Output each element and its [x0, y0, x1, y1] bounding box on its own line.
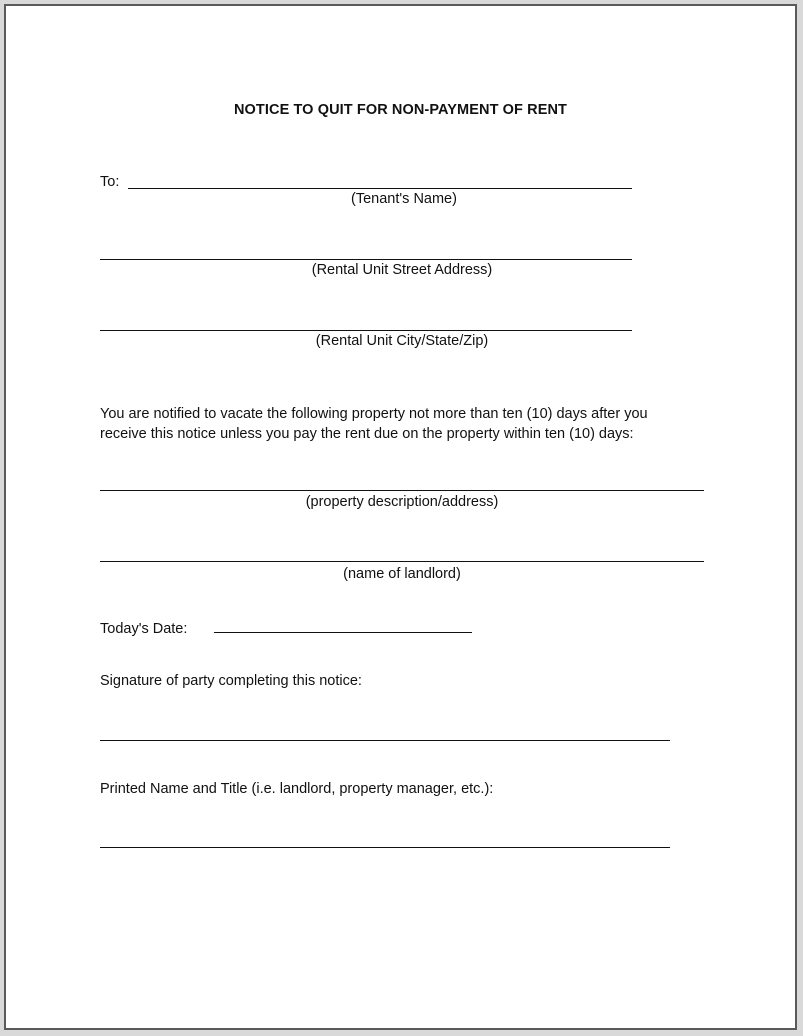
- document-title: NOTICE TO QUIT FOR NON-PAYMENT OF RENT: [233, 102, 567, 118]
- to-label: To:: [100, 174, 120, 190]
- printed-name-label: Printed Name and Title (i.e. landlord, property manager, etc.):: [100, 781, 494, 797]
- landlord-name-caption: (name of landlord): [343, 566, 461, 582]
- property-description-caption: (property description/address): [305, 494, 499, 510]
- city-state-zip-caption: (Rental Unit City/State/Zip): [315, 333, 489, 349]
- notice-paragraph: [100, 404, 720, 444]
- tenant-name-field[interactable]: [128, 188, 632, 189]
- property-description-field[interactable]: [100, 490, 704, 491]
- document-page: [4, 4, 797, 1030]
- signature-field[interactable]: [100, 740, 670, 741]
- signature-label: Signature of party completing this notice:: [100, 673, 362, 689]
- todays-date-field[interactable]: [214, 632, 472, 633]
- notice-line-1: You are notified to vacate the following property not more than ten (10) days after you: [100, 406, 648, 422]
- city-state-zip-field[interactable]: [100, 330, 632, 331]
- landlord-name-field[interactable]: [100, 561, 704, 562]
- tenant-name-caption: (Tenant's Name): [351, 191, 457, 207]
- notice-line-2: receive this notice unless you pay the rent due on the property within ten (10) days:: [100, 426, 634, 442]
- street-address-caption: (Rental Unit Street Address): [311, 262, 493, 278]
- printed-name-field[interactable]: [100, 847, 670, 848]
- todays-date-label: Today's Date:: [100, 621, 188, 637]
- street-address-field[interactable]: [100, 259, 632, 260]
